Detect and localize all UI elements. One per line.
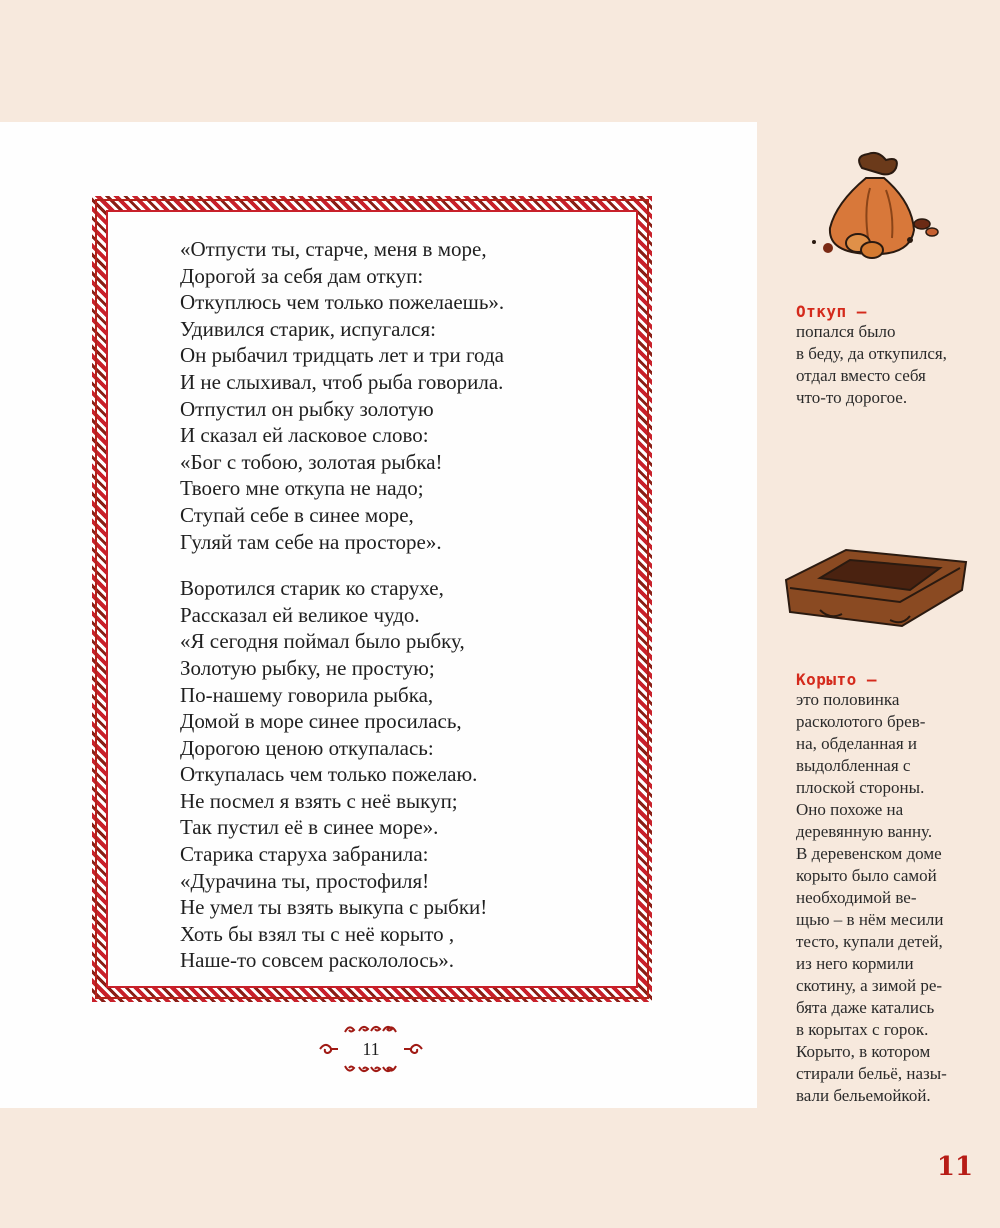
inner-page-number: 11 xyxy=(362,1039,380,1059)
poem-line: Золотую рыбку, не простую; xyxy=(180,655,435,680)
poem-line: Воротился старик ко старухе, xyxy=(180,576,444,601)
definition-line: деревянную ванну. xyxy=(796,822,933,841)
stanza-1 xyxy=(180,236,640,555)
poem-line: «Бог с тобою, золотая рыбка! xyxy=(180,449,443,474)
definition-line: стирали бельё, назы- xyxy=(796,1064,947,1083)
poem-line: Он рыбачил тридцать лет и три года xyxy=(180,343,504,368)
poem-line: По-нашему говорила рыбка, xyxy=(180,682,434,707)
definition-line: Корыто, в котором xyxy=(796,1042,931,1061)
poem-line: «Я сегодня поймал было рыбку, xyxy=(180,629,465,654)
poem-line: Хоть бы взял ты с неё корыто , xyxy=(180,921,455,946)
poem-text xyxy=(180,236,640,974)
poem-line: Домой в море синее просилась, xyxy=(180,709,462,734)
poem-line: Твоего мне откупа не надо; xyxy=(180,476,424,501)
glossary-definition xyxy=(796,321,991,409)
definition-line: на, обделанная и xyxy=(796,734,918,753)
curl-ornament-icon xyxy=(402,1040,424,1058)
definition-line: бята даже катались xyxy=(796,998,935,1017)
scroll-ornament-icon xyxy=(341,1062,401,1076)
poem-line: Гуляй там себе на просторе». xyxy=(180,529,442,554)
definition-line: тесто, купали детей, xyxy=(796,932,943,951)
definition-line: из него кормили xyxy=(796,954,914,973)
poem-line: Откупалась чем только пожелаю. xyxy=(180,762,478,787)
definition-line: плоской стороны. xyxy=(796,778,925,797)
poem-line: И сказал ей ласковое слово: xyxy=(180,423,429,448)
money-bag-icon xyxy=(800,148,950,268)
glossary-definition xyxy=(796,689,991,1107)
definition-line: выдолбленная с xyxy=(796,756,911,775)
poem-line: Дорогой за себя дам откуп: xyxy=(180,263,424,288)
definition-line: вали бельемойкой. xyxy=(796,1086,931,1105)
definition-line: это половинка xyxy=(796,690,900,709)
glossary-term: Откуп – xyxy=(796,302,867,321)
inner-page-number-ornament xyxy=(316,1020,426,1078)
glossary-term: Корыто – xyxy=(796,670,878,689)
definition-line: необходимой ве- xyxy=(796,888,917,907)
poem-line: Ступай себе в синее море, xyxy=(180,502,414,527)
poem-line: Наше-то совсем раскололось». xyxy=(180,948,455,973)
definition-line: В деревенском доме xyxy=(796,844,942,863)
poem-line: Отпустил он рыбку золотую xyxy=(180,396,434,421)
poem-line: Не умел ты взять выкупа с рыбки! xyxy=(180,895,488,920)
definition-line: Оно похоже на xyxy=(796,800,904,819)
definition-line: отдал вместо себя xyxy=(796,366,926,385)
poem-line: Откуплюсь чем только пожелаешь». xyxy=(180,290,505,315)
poem-line: Не посмел я взять с неё выкуп; xyxy=(180,788,458,813)
wooden-trough-icon xyxy=(780,540,970,635)
poem-line: Так пустил её в синее море». xyxy=(180,815,439,840)
poem-line: «Отпусти ты, старче, меня в море, xyxy=(180,237,487,261)
definition-line: скотину, а зимой ре- xyxy=(796,976,943,995)
poem-line: Старика старуха забранила: xyxy=(180,842,429,867)
glossary-koryto xyxy=(796,670,991,1107)
definition-line: в беду, да откупился, xyxy=(796,344,947,363)
poem-line: «Дурачина ты, простофиля! xyxy=(180,868,430,893)
page-number: 11 xyxy=(936,1152,974,1182)
definition-line: корыто было самой xyxy=(796,866,937,885)
poem-line: И не слыхивал, чтоб рыба говорила. xyxy=(180,369,504,394)
definition-line: попался было xyxy=(796,322,896,341)
stanza-2 xyxy=(180,575,640,974)
scroll-ornament-icon xyxy=(341,1022,401,1036)
definition-line: расколотого брев- xyxy=(796,712,926,731)
poem-line: Дорогою ценою откупалась: xyxy=(180,735,434,760)
definition-line: что-то дорогое. xyxy=(796,388,908,407)
glossary-otkup xyxy=(796,302,991,409)
definition-line: щью – в нём месили xyxy=(796,910,944,929)
poem-line: Рассказал ей великое чудо. xyxy=(180,602,420,627)
definition-line: в корытах с горок. xyxy=(796,1020,929,1039)
poem-line: Удивился старик, испугался: xyxy=(180,316,436,341)
